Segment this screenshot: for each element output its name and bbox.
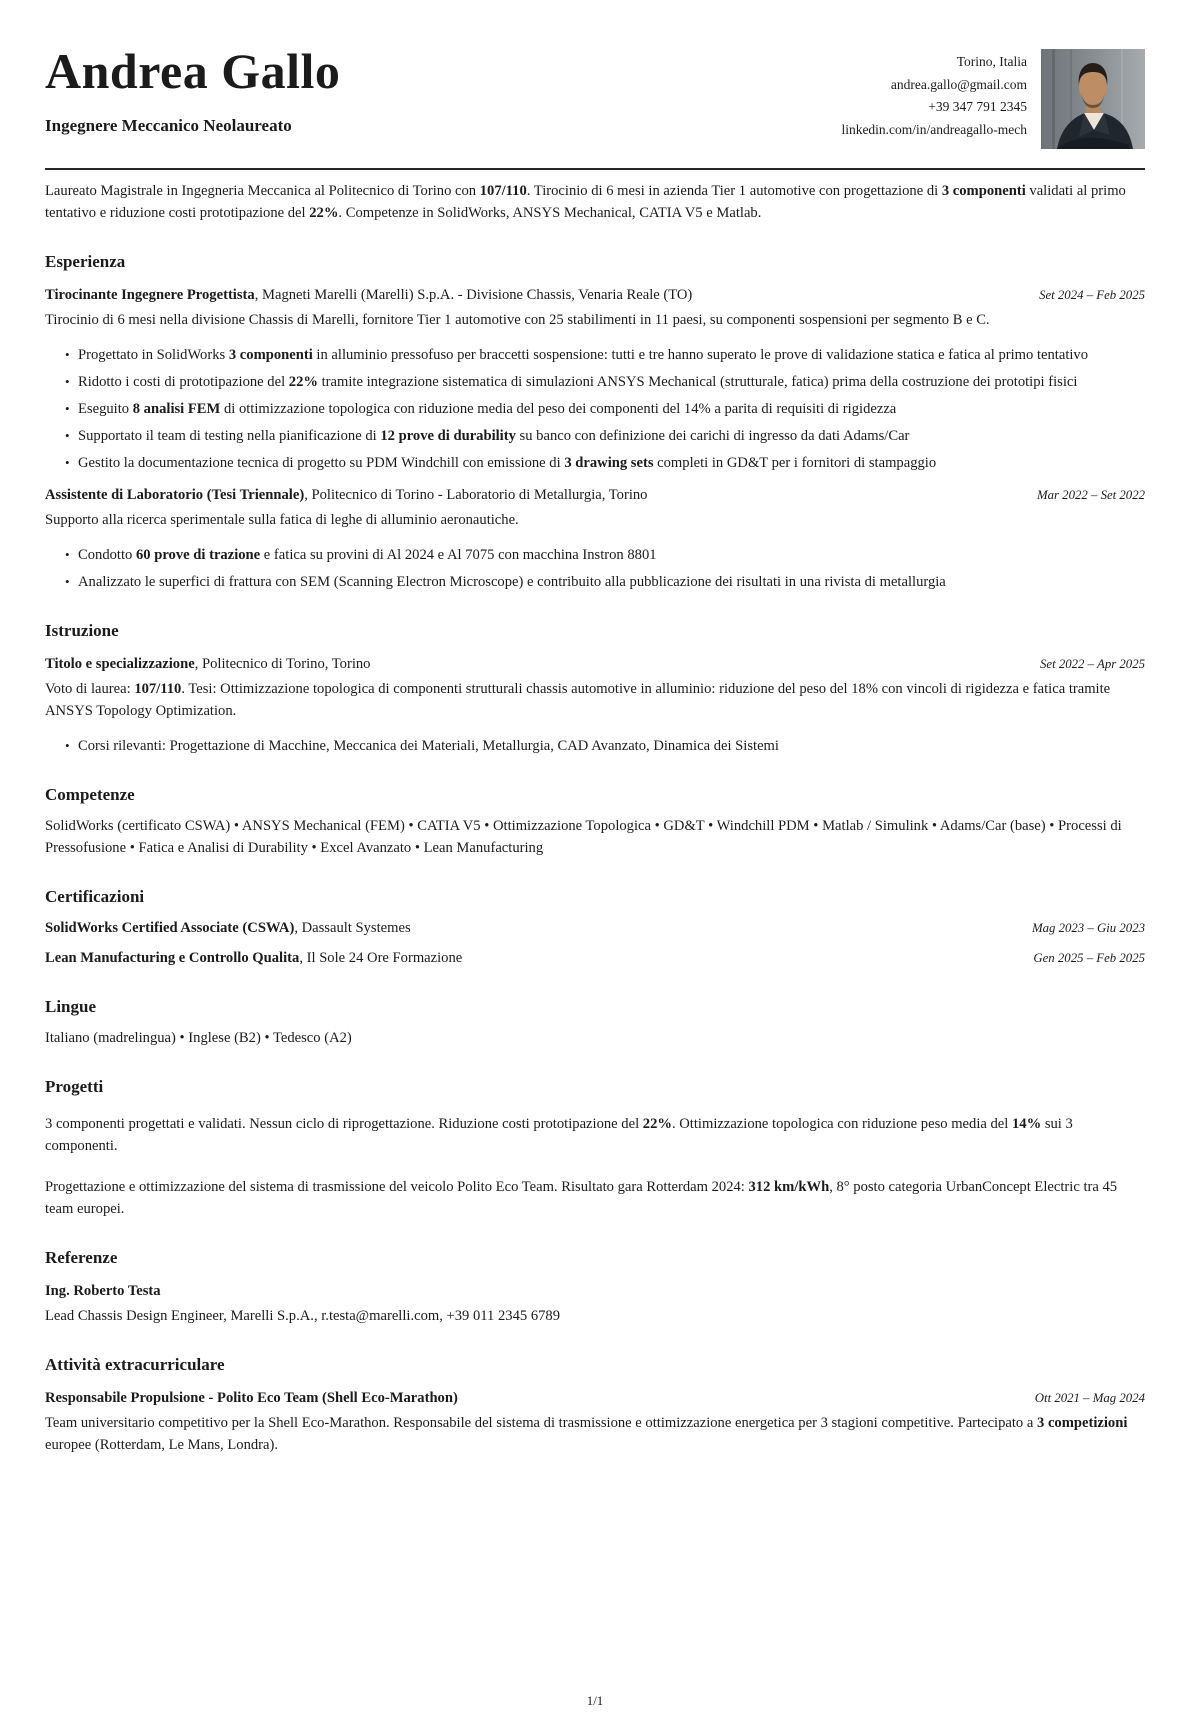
extracurricular-entry: [45, 1387, 1145, 1456]
bullet-item: • Progettato in SolidWorks 3 componenti in alluminio pressofuso per braccetti sospensione: tutti e tre hanno superato le prove di validazione statica e fatica al primo tentativo: [78, 344, 1145, 366]
entry-date: Mar 2022 – Set 2022: [1036, 488, 1145, 502]
section-heading-projects: Progetti: [45, 1077, 104, 1096]
reference-detail: Lead Chassis Design Engineer, Marelli S.p.A., r.testa@marelli.com, +39 011 2345 6789: [45, 1308, 561, 1324]
resume-page: [0, 44, 1190, 1727]
entry-header: [45, 653, 1145, 675]
bullet-item: • Gestito la documentazione tecnica di progetto su PDM Windchill con emissione di 3 drawing sets completi in GD&T per i fornitori di stampaggio: [78, 452, 1145, 474]
entry-header: [45, 484, 1145, 506]
certification-row-2: [45, 947, 1145, 969]
bullet-item: • Analizzato le superfici di frattura con SEM (Scanning Electron Microscope) e contribuito alla pubblicazione dei risultati in una rivista di metallurgia: [78, 571, 1145, 593]
contact-linkedin[interactable]: linkedin.com/in/andreagallo-mech: [841, 121, 1027, 137]
entry-title: Assistente di Laboratorio (Tesi Triennale), Politecnico di Torino - Laboratorio di Metallurgia, Torino: [45, 487, 648, 503]
entry-description: Supporto alla ricerca sperimentale sulla fatica di leghe di alluminio aeronautiche.: [45, 512, 519, 528]
header-contact-area: [841, 49, 1145, 149]
entry-bullet-list: [45, 735, 1145, 757]
summary-paragraph: Laureato Magistrale in Ingegneria Meccanica al Politecnico di Torino con 107/110. Tirocinio di 6 mesi in azienda Tier 1 automotive con progettazione di 3 componenti validati al primo tentativo e riduzione costi prototipazione del 22%. Competenze in SolidWorks, ANSYS Mechanical, CATIA V5 e Matlab.: [45, 183, 1126, 221]
bullet-item: • Supportato il team di testing nella pianificazione di 12 prove di durability su banco con definizione dei carichi di ingresso da dati Adams/Car: [78, 425, 1145, 447]
entry-title: Tirocinante Ingegnere Progettista, Magneti Marelli (Marelli) S.p.A. - Divisione Chassis, Venaria Reale (TO): [45, 287, 693, 303]
experience-entry-2: [45, 484, 1145, 593]
header-identity: [45, 44, 340, 136]
contact-block: [841, 49, 1027, 149]
section-heading-skills: Competenze: [45, 785, 135, 804]
bullet-item: • Condotto 60 prove di trazione e fatica su provini di Al 2024 e Al 7075 con macchina Instron 8801: [78, 544, 1145, 566]
section-heading-education: Istruzione: [45, 621, 119, 640]
education-entry: [45, 653, 1145, 757]
entry-date: Ott 2021 – Mag 2024: [1034, 1391, 1145, 1405]
entry-header: [45, 1387, 1145, 1409]
contact-email[interactable]: andrea.gallo@gmail.com: [890, 76, 1027, 92]
profile-photo-image: [1041, 49, 1145, 149]
entry-description: Voto di laurea: 107/110. Tesi: Ottimizzazione topologica di componenti strutturali chassis automotive in alluminio: riduzione del peso del 18% con vincoli di rigidezza e fatica tramite ANSYS Topology Optimization.: [45, 681, 1111, 719]
section-heading-experience: Esperienza: [45, 252, 126, 271]
section-heading-languages: Lingue: [45, 997, 97, 1016]
section-heading-references: Referenze: [45, 1248, 118, 1267]
person-job-title: Ingegnere Meccanico Neolaureato: [45, 116, 292, 135]
contact-phone: +39 347 791 2345: [928, 99, 1027, 114]
entry-date: Set 2024 – Feb 2025: [1039, 288, 1145, 302]
entry-date: Set 2022 – Apr 2025: [1040, 657, 1145, 671]
project-paragraph-1: 3 componenti progettati e validati. Nessun ciclo di riprogettazione. Riduzione costi prototipazione del 22%. Ottimizzazione topologica con riduzione peso media del 14% sui 3 componenti.: [45, 1116, 1073, 1154]
person-name: Andrea Gallo: [45, 43, 341, 99]
entry-title: Titolo e specializzazione, Politecnico di Torino, Torino: [45, 656, 371, 672]
project-paragraph-2: Progettazione e ottimizzazione del sistema di trasmissione del veicolo Polito Eco Team. Risultato gara Rotterdam 2024: 312 km/kWh, 8° posto categoria UrbanConcept Electric tra 45 team europei.: [45, 1179, 1118, 1217]
header-divider: [45, 168, 1145, 170]
profile-photo: [1041, 49, 1145, 149]
page-number: 1/1: [586, 1693, 604, 1708]
entry-header: [45, 284, 1145, 306]
certification-row-1: [45, 917, 1145, 939]
bullet-item: • Ridotto i costi di prototipazione del 22% tramite integrazione sistematica di simulazioni ANSYS Mechanical (strutturale, fatica) prima della costruzione dei prototipi fisici: [78, 371, 1145, 393]
certification-title: SolidWorks Certified Associate (CSWA), Dassault Systemes: [45, 920, 411, 936]
contact-location: Torino, Italia: [956, 54, 1027, 69]
bullet-item: • Eseguito 8 analisi FEM di ottimizzazione topologica con riduzione media del peso dei componenti del 14% a parita di requisiti di rigidezza: [78, 398, 1145, 420]
certification-date: Mag 2023 – Giu 2023: [1031, 921, 1145, 935]
reference-name: Ing. Roberto Testa: [45, 1283, 161, 1299]
section-heading-certifications: Certificazioni: [45, 887, 145, 906]
entry-description: Tirocinio di 6 mesi nella divisione Chassis di Marelli, fornitore Tier 1 automotive con 25 stabilimenti in 11 paesi, su componenti sospensioni per segmento B e C.: [45, 312, 990, 328]
skills-text: SolidWorks (certificato CSWA) • ANSYS Mechanical (FEM) • CATIA V5 • Ottimizzazione Topologica • GD&T • Windchill PDM • Matlab / Simulink • Adams/Car (base) • Processi di Pressofusione • Fatica e Analisi di Durability • Excel Avanzato • Lean Manufacturing: [45, 818, 1122, 856]
resume-header: [45, 44, 1145, 149]
entry-bullet-list: [45, 344, 1145, 474]
experience-entry-1: [45, 284, 1145, 474]
certification-title: Lean Manufacturing e Controllo Qualita, Il Sole 24 Ore Formazione: [45, 950, 463, 966]
bullet-item: • Corsi rilevanti: Progettazione di Macchine, Meccanica dei Materiali, Metallurgia, CAD Avanzato, Dinamica dei Sistemi: [78, 735, 1145, 757]
entry-description: Team universitario competitivo per la Shell Eco-Marathon. Responsabile del sistema di trasmissione e ottimizzazione energetica per 3 stagioni competitive. Partecipato a 3 competizioni europee (Rotterdam, Le Mans, Londra).: [45, 1415, 1128, 1453]
section-heading-extracurricular: Attività extracurriculare: [45, 1355, 225, 1374]
entry-bullet-list: [45, 544, 1145, 593]
certification-date: Gen 2025 – Feb 2025: [1033, 951, 1145, 965]
languages-text: Italiano (madrelingua) • Inglese (B2) • Tedesco (A2): [45, 1030, 352, 1046]
entry-title: Responsabile Propulsione - Polito Eco Team (Shell Eco-Marathon): [45, 1390, 458, 1406]
